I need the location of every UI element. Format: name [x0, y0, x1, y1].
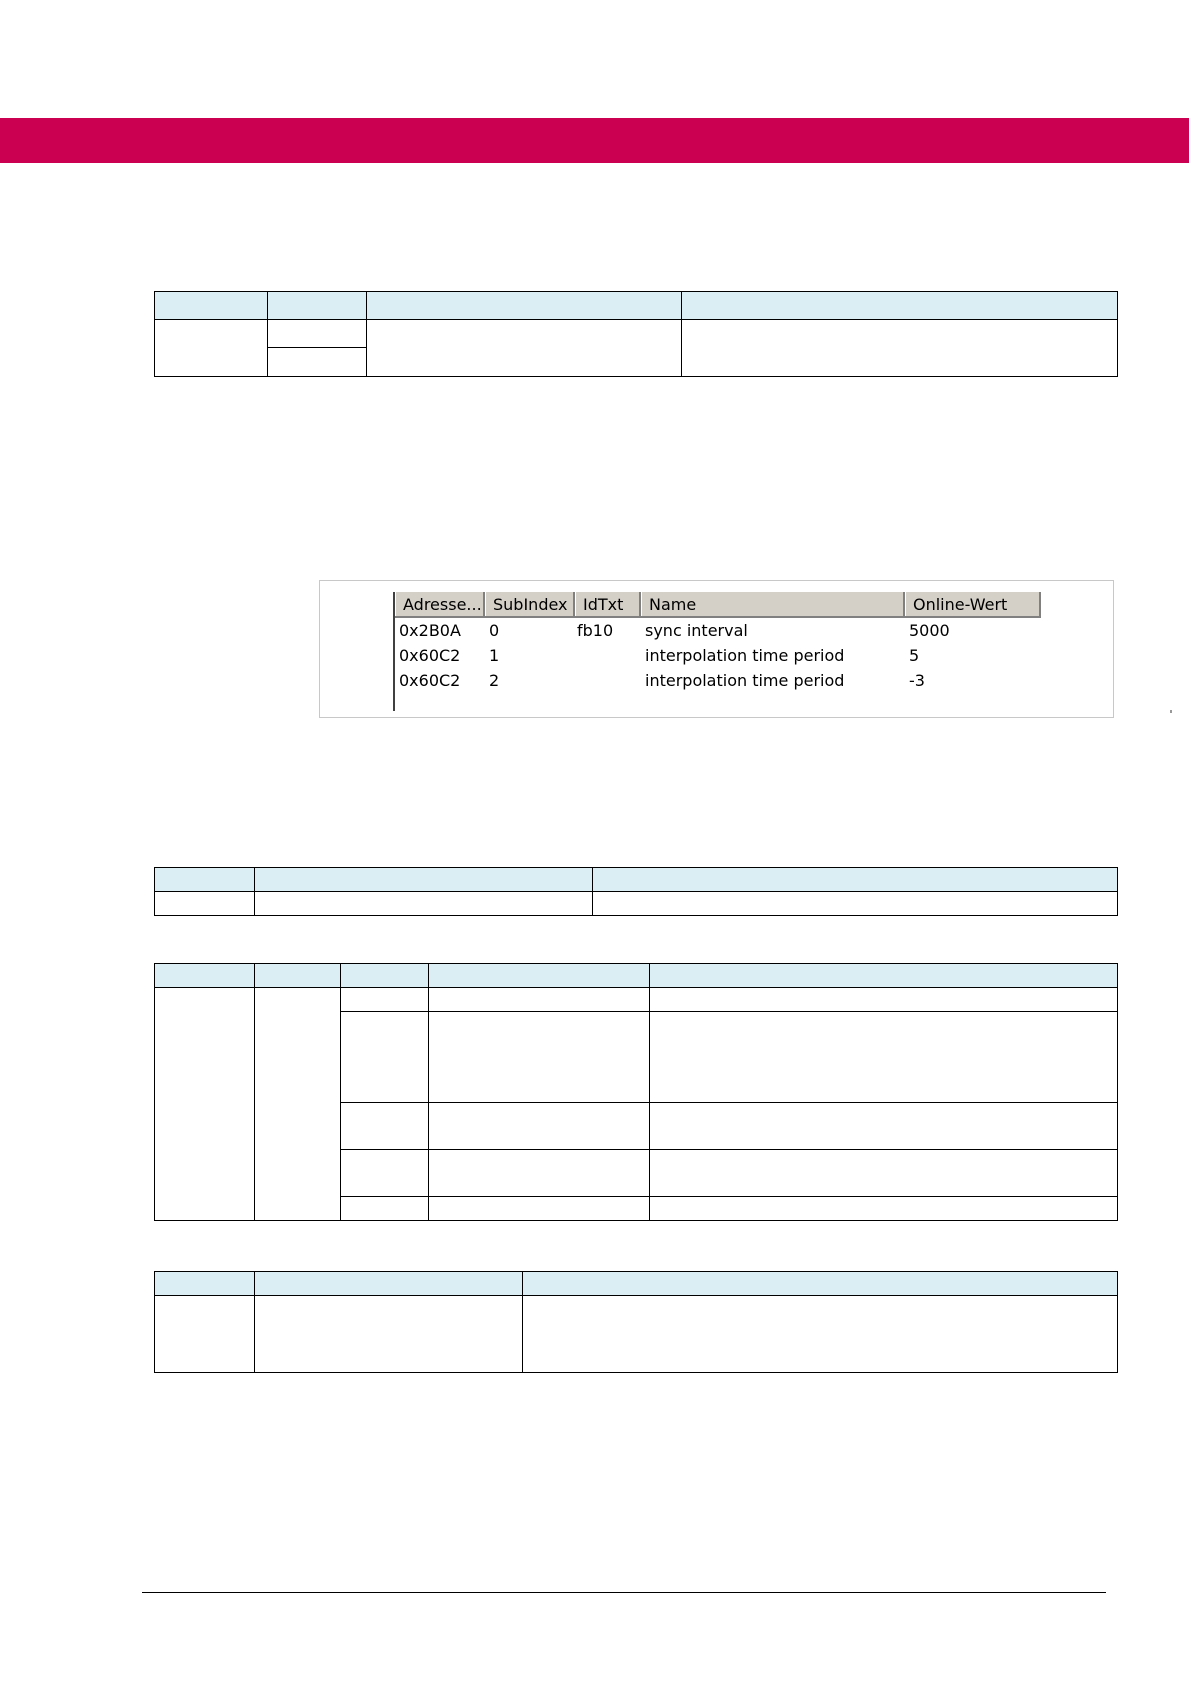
- table-header-cell: [155, 868, 255, 892]
- table-header-cell: [155, 292, 268, 320]
- table-header-cell: [268, 292, 367, 320]
- table-cell: [255, 988, 341, 1221]
- table-header-cell: [523, 1272, 1118, 1296]
- object-list-grid: [393, 592, 1041, 711]
- cell-address: 0x60C2: [399, 671, 461, 690]
- table-header-cell: [255, 964, 341, 988]
- table-cell: [429, 1103, 650, 1150]
- table-cell: [341, 1103, 429, 1150]
- cell-name: interpolation time period: [645, 646, 845, 665]
- table-cell: [367, 320, 682, 377]
- column-header-subindex[interactable]: SubIndex: [485, 592, 575, 616]
- table-header-cell: [255, 1272, 523, 1296]
- table-header-cell: [155, 964, 255, 988]
- table-cell: [155, 988, 255, 1221]
- table-cell: [255, 892, 593, 916]
- table-cell: [429, 1012, 650, 1103]
- column-header-online-value[interactable]: Online-Wert: [905, 592, 1041, 616]
- edge-mark: [1170, 710, 1172, 713]
- cell-address: 0x60C2: [399, 646, 461, 665]
- table-header-cell: [593, 868, 1118, 892]
- parameter-table-2: [154, 867, 1118, 916]
- grid-row[interactable]: [395, 668, 1041, 693]
- cell-subindex: 2: [489, 671, 500, 690]
- cell-value: 5000: [909, 621, 950, 640]
- parameter-table-4: [154, 1271, 1118, 1373]
- cell-address: 0x2B0A: [399, 621, 461, 640]
- cell-subindex: 0: [489, 621, 500, 640]
- table-header-cell: [255, 868, 593, 892]
- table-cell: [268, 348, 367, 377]
- table-header-cell: [650, 964, 1118, 988]
- table-cell: [650, 1197, 1118, 1221]
- parameter-table-3: [154, 963, 1118, 1221]
- table-cell: [155, 320, 268, 377]
- table-cell: [155, 892, 255, 916]
- header-band: [0, 118, 1189, 163]
- table-cell: [429, 1150, 650, 1197]
- cell-value: 5: [909, 646, 920, 665]
- table-cell: [255, 1296, 523, 1373]
- cell-name: interpolation time period: [645, 671, 845, 690]
- footer-rule: [142, 1592, 1106, 1593]
- table-header-cell: [341, 964, 429, 988]
- table-cell: [341, 1197, 429, 1221]
- column-header-name[interactable]: Name: [641, 592, 905, 616]
- cell-subindex: 1: [489, 646, 500, 665]
- table-header-cell: [682, 292, 1118, 320]
- cell-name: sync interval: [645, 621, 748, 640]
- table-cell: [268, 320, 367, 348]
- column-header-idtxt[interactable]: IdTxt: [575, 592, 641, 616]
- column-header-address[interactable]: Adresse...: [395, 592, 485, 616]
- grid-row[interactable]: [395, 618, 1041, 643]
- cell-idtxt: fb10: [577, 621, 614, 640]
- table-cell: [341, 1012, 429, 1103]
- table-cell: [429, 988, 650, 1012]
- object-list-screenshot: [319, 580, 1114, 718]
- table-cell: [429, 1197, 650, 1221]
- grid-header: [395, 592, 1041, 618]
- table-cell: [523, 1296, 1118, 1373]
- table-cell: [341, 988, 429, 1012]
- table-cell: [341, 1150, 429, 1197]
- table-cell: [682, 320, 1118, 377]
- grid-row[interactable]: [395, 643, 1041, 668]
- table-cell: [650, 988, 1118, 1012]
- table-header-cell: [367, 292, 682, 320]
- table-header-cell: [429, 964, 650, 988]
- parameter-table-1: [154, 291, 1118, 377]
- table-cell: [650, 1103, 1118, 1150]
- cell-value: -3: [909, 671, 925, 690]
- table-cell: [650, 1150, 1118, 1197]
- table-cell: [155, 1296, 255, 1373]
- table-cell: [650, 1012, 1118, 1103]
- table-header-cell: [155, 1272, 255, 1296]
- table-cell: [593, 892, 1118, 916]
